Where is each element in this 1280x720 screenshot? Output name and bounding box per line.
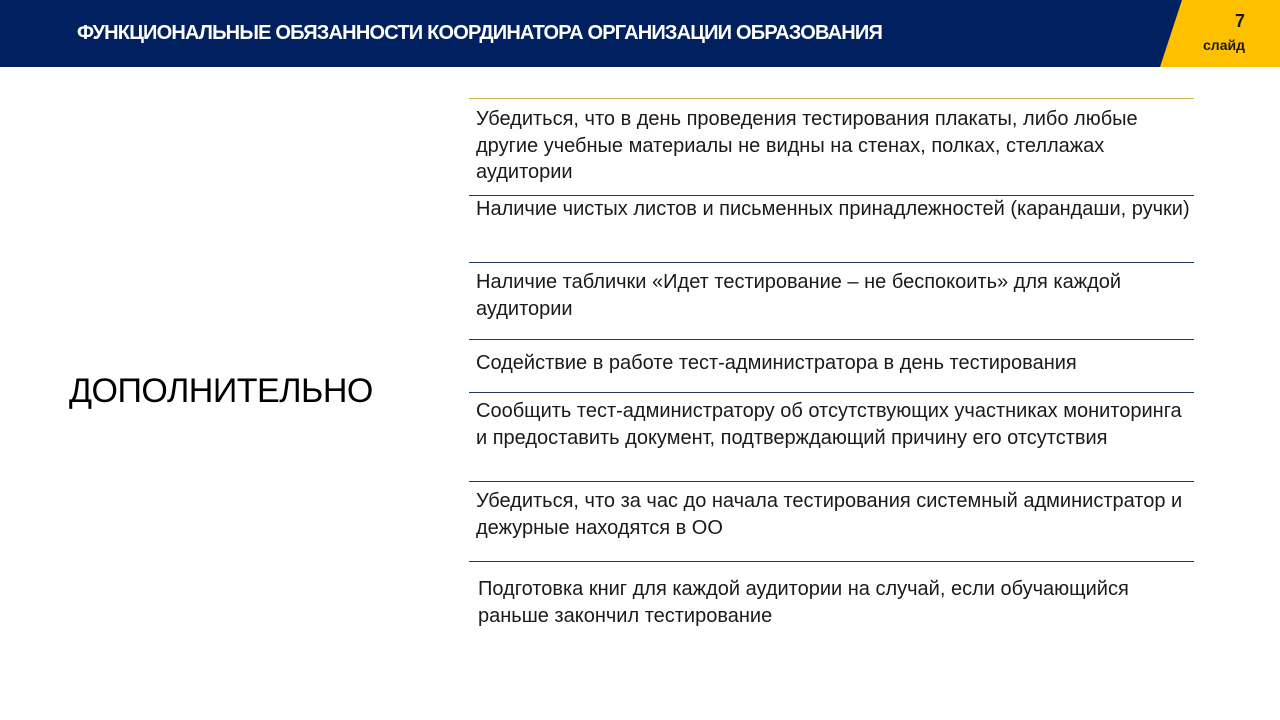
divider	[469, 262, 1194, 263]
divider	[469, 339, 1194, 340]
divider-top	[469, 98, 1194, 99]
list-item: Подготовка книг для каждой аудитории на случай, если обучающийся раньше закончил тестирование	[478, 578, 1129, 627]
list-item: Сообщить тест-администратору об отсутствующих участниках мониторинга и предоставить документ, подтверждающий причину его отсутствия	[476, 400, 1182, 449]
list-item: Содействие в работе тест-администратора в день тестирования	[476, 352, 1077, 374]
list-item: Убедиться, что за час до начала тестирования системный администратор и дежурные находятся в ОО	[476, 490, 1183, 539]
divider	[469, 481, 1194, 482]
divider	[469, 561, 1194, 562]
divider	[469, 392, 1194, 393]
list-item: Наличие таблички «Идет тестирование – не беспокоить» для каждой аудитории	[476, 271, 1122, 320]
slide-title: ФУНКЦИОНАЛЬНЫЕ ОБЯЗАННОСТИ КООРДИНАТОРА ОРГАНИЗАЦИИ ОБРАЗОВАНИЯ	[77, 22, 883, 44]
slide-number: 7	[1234, 11, 1245, 31]
header-bar	[0, 0, 1280, 67]
list-item: Убедиться, что в день проведения тестирования плакаты, либо любые другие учебные материалы не видны на стенах, полках, стеллажах аудитории	[476, 108, 1138, 184]
slide-number-label: слайд	[1203, 37, 1245, 53]
list-item: Наличие чистых листов и письменных принадлежностей (карандаши, ручки)	[476, 198, 1190, 220]
section-label: ДОПОЛНИТЕЛЬНО	[69, 372, 373, 410]
